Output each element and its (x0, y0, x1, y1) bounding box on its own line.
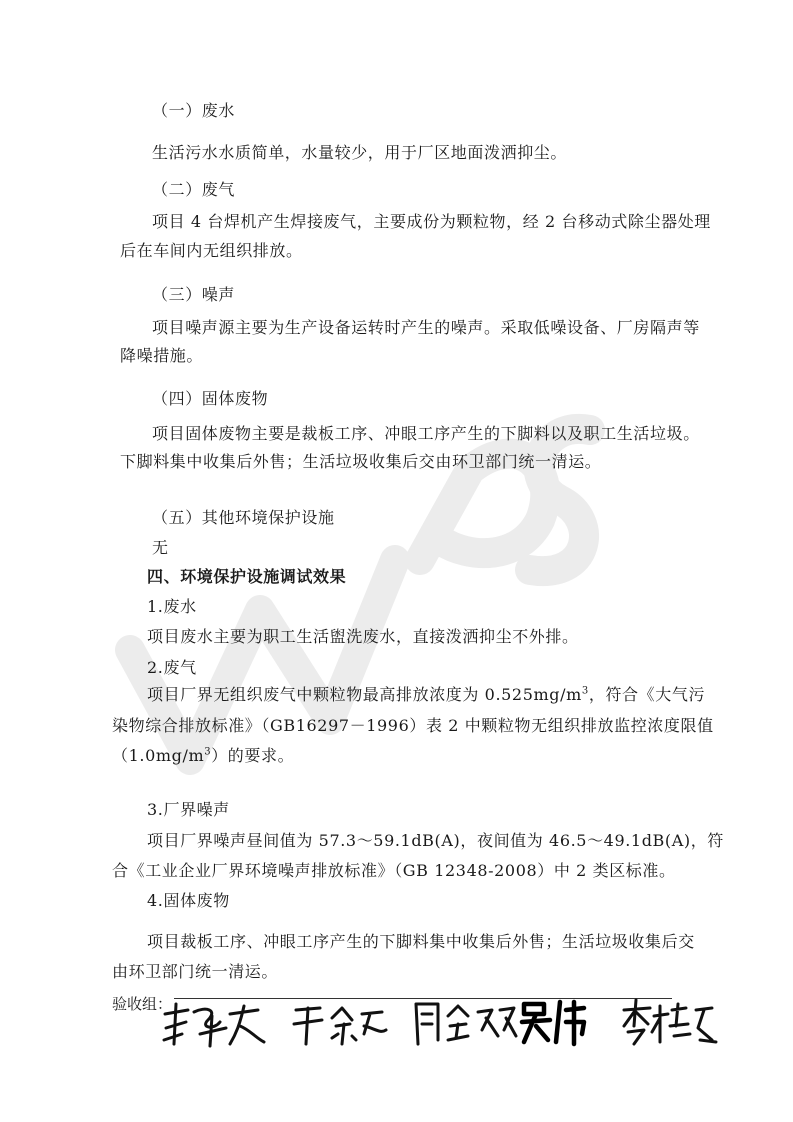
effects-water-text: 项目废水主要为职工生活盥洗废水，直接泼洒抑尘不外排。 (147, 627, 579, 646)
noise-text-line-2: 降噪措施。 (120, 346, 204, 365)
solid-text-line-2: 下脚料集中收集后外售；生活垃圾收集后交由环卫部门统一清运。 (120, 452, 602, 471)
solid-heading: （四）固体废物 (152, 389, 269, 408)
other-heading: （五）其他环境保护设施 (152, 508, 335, 527)
effects-solid-text-line-1: 项目裁板工序、冲眼工序产生的下脚料集中收集后外售；生活垃圾收集后交 (147, 932, 695, 951)
effects-gas-text-line-2: 染物综合排放标准》（GB16297－1996）表 2 中颗粒物无组织排放监控浓度限值 (112, 716, 714, 735)
solid-text-line-1: 项目固体废物主要是裁板工序、冲眼工序产生的下脚料以及职工生活垃圾。 (152, 424, 700, 443)
effects-gas-title: 2.废气 (147, 658, 197, 677)
signature-4 (518, 996, 590, 1048)
gas-heading: （二）废气 (152, 180, 236, 199)
signature-2 (290, 1000, 390, 1050)
wastewater-text: 生活污水水质简单，水量较少，用于厂区地面泼洒抑尘。 (152, 143, 568, 162)
signature-1 (160, 1000, 270, 1050)
effects-gas-text-line-1: 项目厂界无组织废气中颗粒物最高排放浓度为 $0.525mg/m^3$，符合《大气污 (147, 685, 706, 704)
effects-gas-text-line-3: $(1.0mg/m^3)$的要求。 (112, 746, 295, 765)
noise-text-line-1: 项目噪声源主要为生产设备运转时产生的噪声。采取低噪设备、厂房隔声等 (152, 318, 700, 337)
wastewater-heading: （一）废水 (152, 101, 236, 120)
effects-heading: 四、环境保护设施调试效果 (147, 567, 347, 586)
gas-text-line-1: 项目 4 台焊机产生焊接废气，主要成份为颗粒物，经 2 台移动式除尘器处理 (152, 212, 711, 231)
effects-solid-title: 4.固体废物 (147, 891, 230, 910)
effects-water-title: 1.废水 (147, 597, 197, 616)
signature-3 (410, 996, 520, 1050)
other-text: 无 (152, 538, 169, 557)
effects-noise-text-line-2: 合《工业企业厂界环境噪声排放标准》（GB 12348-2008）中 2 类区标准。 (112, 861, 676, 880)
effects-noise-text-line-1: 项目厂界噪声昼间值为 57.3～59.1dB(A)，夜间值为 46.5～49.1dB(A)，符 (147, 831, 724, 850)
effects-noise-title: 3.厂界噪声 (147, 800, 230, 819)
signature-5 (620, 996, 720, 1050)
noise-heading: （三）噪声 (152, 285, 236, 304)
effects-solid-text-line-2: 由环卫部门统一清运。 (112, 962, 279, 981)
gas-text-line-2: 后在车间内无组织排放。 (120, 241, 303, 260)
signature-label: 验收组： (112, 995, 173, 1013)
